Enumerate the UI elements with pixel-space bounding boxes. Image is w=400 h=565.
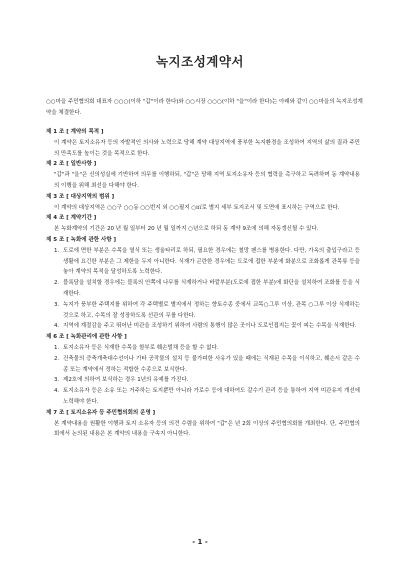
article-item <box>46 278 364 300</box>
article-heading: 제 7 조 [ 토지소유자 등 주민협의회의 운영 ] <box>46 409 156 416</box>
item-text: 토지소유자 등은 소유 또는 거주하는 토지뿐만 아니라 가로수 등에 대하여도 갈수기 관리 등을 통하여 지역 미관유지 개선에 노력해야 한다. <box>63 388 360 405</box>
item-number: 4. <box>54 388 60 395</box>
article-heading: 제 4 조 [ 계약기간 ] <box>46 215 97 222</box>
article-item <box>46 300 364 322</box>
article-paragraph: 이 계약은 토지소유자 등의 자발적인 의사와 노력으로 당해 계약 대상지역에 풍부한 녹지환경을 조성하여 지역의 삶의 질과 주민의 만족도를 높이는 것을 목적으로 한다. <box>54 139 360 157</box>
item-text: 녹지가 풍부한 주택지를 위하여 각 주택별로 별지에서 정하는 향토수종 중에서 교목○그루 이상, 관목 ○그루 이상 식재하는 것으로 하고, 수목의 잘 성장하도록 선관의 무를 다한다. <box>63 301 360 319</box>
intro-paragraph: ○○마을 주민협의회 대표자 ○○○(이하 "갑"이라 한다)와 ○○시장 ○○○(이하 "을"이라 한다)는 아래와 같이 ○○마을의 녹지조성계약을 체결한다. <box>46 99 363 116</box>
article-item <box>46 246 364 278</box>
item-number: 1. <box>54 344 60 351</box>
item-text: 제2호에 의하여 보식하는 경우 1년의 유예를 가진다. <box>63 377 189 384</box>
article-heading: 제 3 조 [ 대상지역의 범위 ] <box>46 193 115 200</box>
article-item <box>46 354 364 376</box>
item-number: 2. <box>54 355 60 362</box>
article-item <box>46 343 364 354</box>
item-number: 2. <box>54 280 60 287</box>
page-number: - 1 - <box>192 538 208 546</box>
item-number: 3. <box>54 301 60 308</box>
item-number: 1. <box>54 247 60 254</box>
document-title: 녹지조성계약서 <box>155 54 245 69</box>
article-heading: 제 5 조 [ 녹화에 관한 사항 ] <box>46 236 117 243</box>
article-heading: 제 2 조 [ 일반사항 ] <box>46 161 97 168</box>
item-text: 지역에 계절감을 주고 뛰어난 미관을 조성하기 위하여 사람의 통행이 많은 곳이나 도로인접지는 꽃이 피는 수목을 식재한다. <box>63 323 357 330</box>
item-text: 건축물의 증축개축대수선이나 기타 공작물의 설치 등 불가피한 사유가 있을 때에는 식재된 수목을 이식하고, 훼손시 같은 수종 또는 계약에서 정하는 적합한 수종으로 보식한다. <box>63 355 360 373</box>
article-item <box>46 375 364 386</box>
item-number: 3. <box>54 377 60 384</box>
article-heading: 제 6 조 [ 녹화관리에 관한 사항 ] <box>46 334 127 341</box>
article-paragraph: 이 계약의 대상지역은 ○○구 ○○동 ○○번지 외 ○○필지 ○㎡로 별지 세부 토지조서 및 도면에 표시하는 구역으로 한다. <box>54 204 340 211</box>
article-heading: 제 1 조 [ 계약의 목적 ] <box>46 129 104 135</box>
item-text: 토지소유자 등은 식재한 수목을 함부로 훼손벌채 등을 할 수 없다. <box>63 344 219 351</box>
article-item <box>46 386 364 408</box>
item-text: 블록담을 설치할 경우에는 블록의 안쪽에 나무를 식재하거나 바깥부분(도로에 접한 부분)에 화단을 설치하여 조화를 등을 식재한다. <box>63 280 360 297</box>
item-text: 도로에 면한 부분은 수목을 열식 또는 생울타리로 하되, 필요한 경우에는 철망 펜스를 병용한다. 다만, 가옥의 출입구라고 등 생활에 요긴한 부분은 그 제한을 두지 아니한다. 식재가 곤란한 경우에는 도로에 접한 부분에 화분으로 조화롭게 관목류 등을 놓아 계약의 목적을 달성하도록 노력한다. <box>63 247 360 276</box>
article-paragraph: "갑"과 "을"은 신의성실에 기반하여 의무를 이행하되, "갑"은 당해 지역 토지소유자 등의 협력을 촉구하고 독려하며 동 계약내용의 이행을 위해 최선을 다해야 한다. <box>54 172 360 189</box>
item-number: 4. <box>54 323 60 330</box>
article-paragraph: 본 녹화계약의 기간은 20 년 월 일부터 20 년 월 일까지 ○년으로 하되 동 계약 9조에 의해 자동갱신될 수 있다. <box>54 226 319 233</box>
article-paragraph: 본 계약내용을 원활한 이행과 토지 소유자 등의 의견 수렴을 위하여 "갑"은 년 2회 이상의 주민협의회를 개최한다. 단, 주민협의회에서 논의된 내용은 본 계약의 내용을 구속지 아니한다. <box>54 420 360 438</box>
article-item <box>46 321 364 332</box>
articles-section <box>46 127 364 440</box>
